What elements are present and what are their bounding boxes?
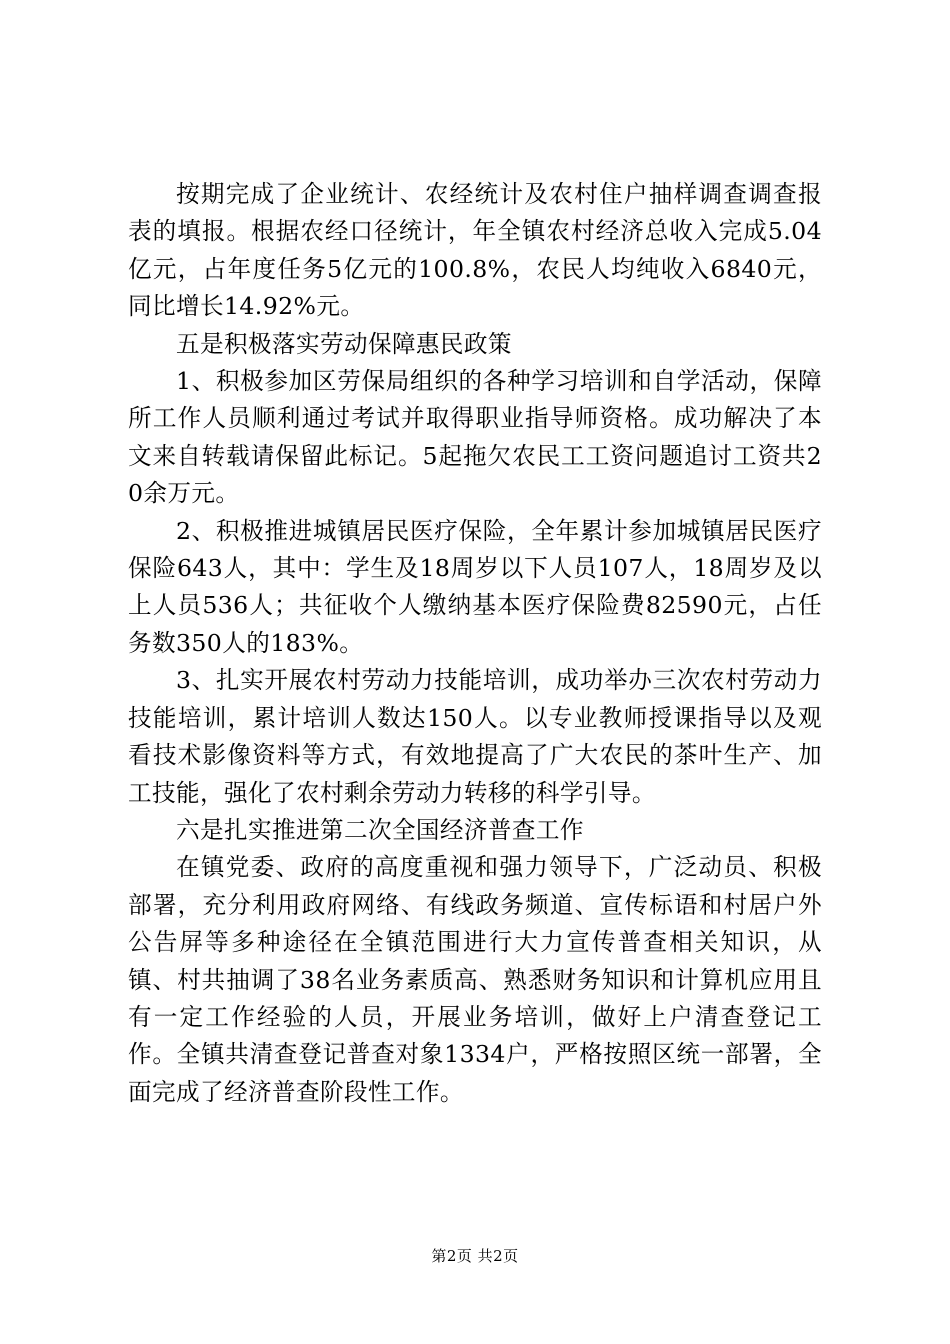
page-number-footer: 第2页 共2页 <box>431 1247 519 1265</box>
paragraph-rural-skills: 3、扎实开展农村劳动力技能培训，成功举办三次农村劳动力技能培训，累计培训人数达150人。以专业教师授课指导以及观看技术影像资料等方式，有效地提高了广大农民的茶叶生产、加工技能，强化了农村剩余劳动力转移的科学引导。 <box>128 666 822 807</box>
section-heading-labor-security: 五是积极落实劳动保障惠民政策 <box>176 329 512 358</box>
paragraph-census-work: 在镇党委、政府的高度重视和强力领导下，广泛动员、积极部署，充分利用政府网络、有线政务频道、宣传标语和村居户外公告屏等多种途径在全镇范围进行大力宣传普查相关知识，从镇、村共抽调了38名业务素质高、熟悉财务知识和计算机应用且有一定工作经验的人员，开展业务培训，做好上户清查登记工作。全镇共清查登记普查对象1334户，严格按照区统一部署，全面完成了经济普查阶段性工作。 <box>128 853 822 1106</box>
paragraph-labor-training: 1、积极参加区劳保局组织的各种学习培训和自学活动，保障所工作人员顺利通过考试并取得职业指导师资格。成功解决了本文来自转载请保留此标记。5起拖欠农民工工资问题追讨工资共20余万元。 <box>128 367 822 508</box>
paragraph-medical-insurance: 2、积极推进城镇居民医疗保险，全年累计参加城镇居民医疗保险643人，其中：学生及18周岁以下人员107人，18周岁及以上人员536人；共征收个人缴纳基本医疗保险费82590元，占任务数350人的183%。 <box>128 516 822 657</box>
paragraph-statistics: 按期完成了企业统计、农经统计及农村住户抽样调查调查报表的填报。根据农经口径统计，年全镇农村经济总收入完成5.04亿元，占年度任务5亿元的100.8%，农民人均纯收入6840元，同比增长14.92%元。 <box>128 180 822 321</box>
document-body <box>128 176 822 1111</box>
section-heading-economic-census: 六是扎实推进第二次全国经济普查工作 <box>176 815 584 844</box>
